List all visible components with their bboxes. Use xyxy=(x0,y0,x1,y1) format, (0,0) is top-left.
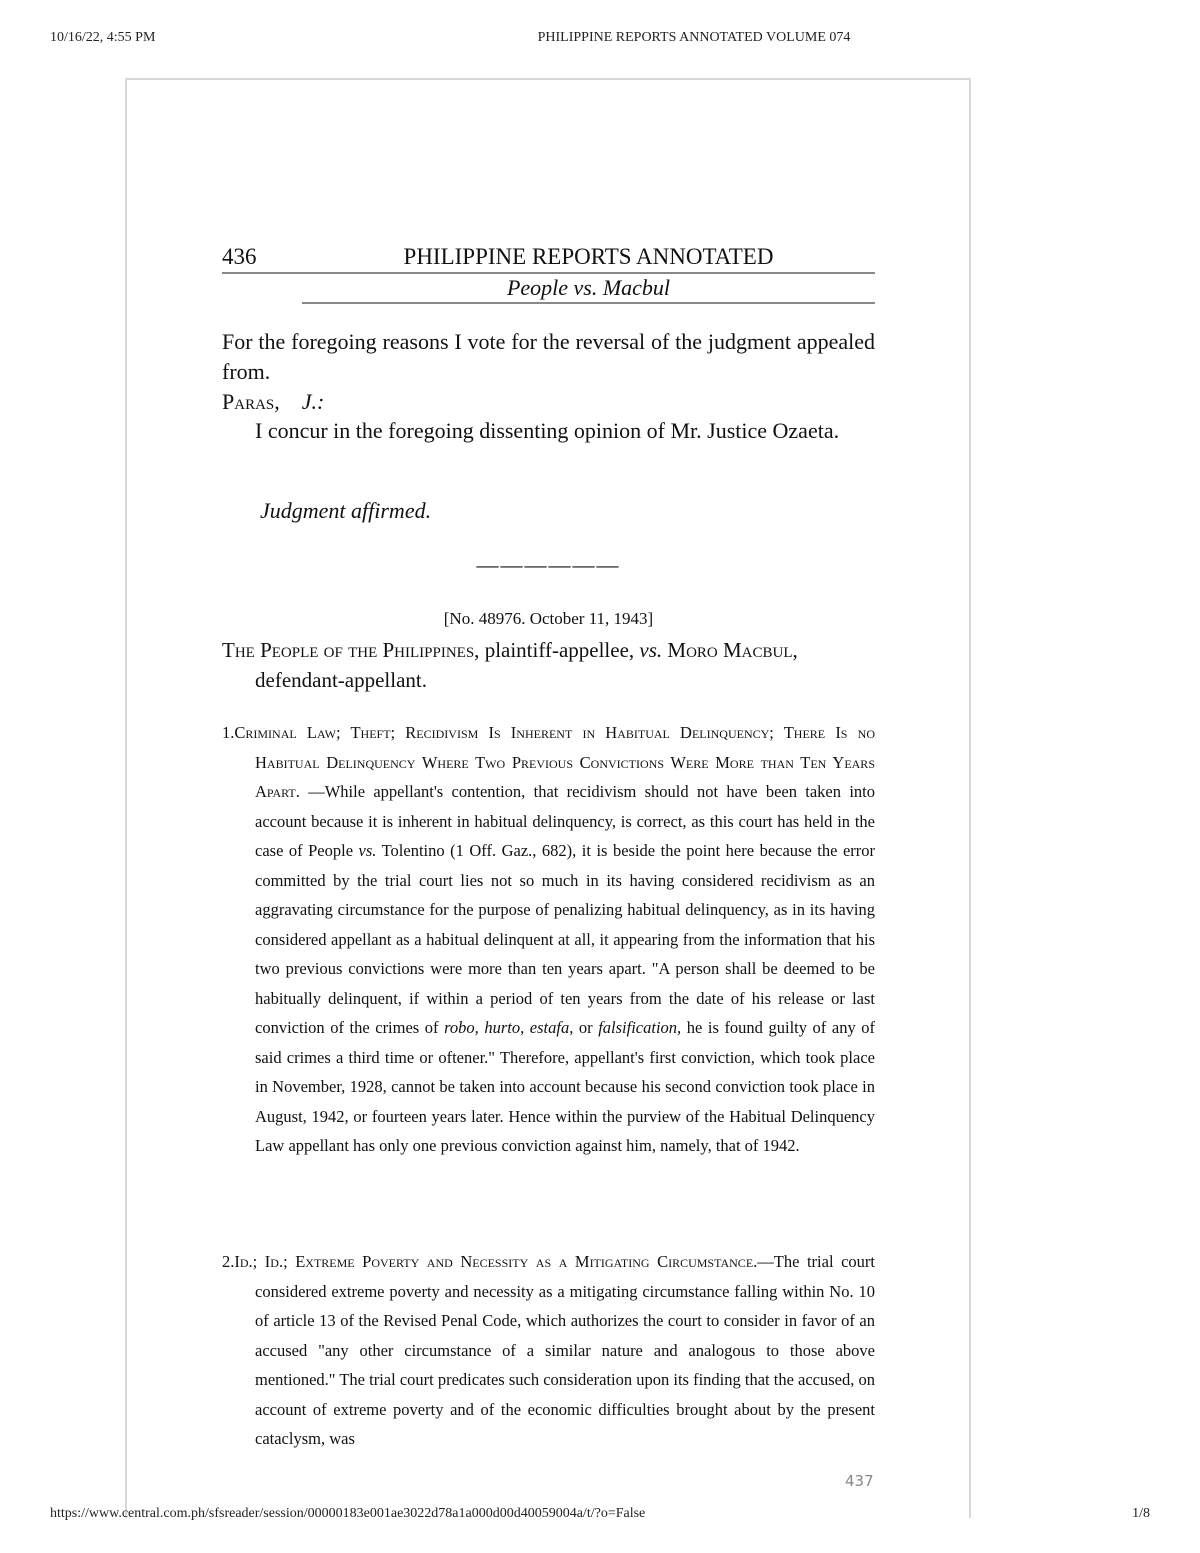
report-title: PHILIPPINE REPORTS ANNOTATED xyxy=(403,244,774,269)
syllabus-text: —The trial court considered extreme poverty and necessity as a mitigating circumstance falling within No. 10 of article 13 of the Revised Penal Code, which authorizes the court to consider in favor of an accused "any other circumstance of a similar nature and analogous to those above mentioned." The trial court predicates such consideration upon its finding that the accused, on account of extreme poverty and of the economic difficulties brought about by the present cataclysm, was xyxy=(255,1252,875,1448)
section-separator: —————— xyxy=(476,552,621,577)
justice-suffix: J.: xyxy=(301,389,325,414)
defendant-role: defendant-appellant. xyxy=(255,668,427,692)
syllabus-text: or xyxy=(573,1018,599,1037)
defendant-name: Moro Macbul, xyxy=(662,638,798,662)
print-datetime: 10/16/22, 4:55 PM xyxy=(50,30,156,45)
next-page-marker: 437 xyxy=(845,1472,874,1490)
print-header xyxy=(50,30,1150,50)
print-footer xyxy=(50,1506,1150,1526)
syllabus-crimes: robo, hurto, estafa, xyxy=(444,1018,574,1037)
versus: vs. xyxy=(639,638,663,662)
syllabus-headnote: Id.; Id.; Extreme Poverty and Necessity as a Mitigating Circumstance. xyxy=(234,1252,758,1271)
syllabus-item xyxy=(222,1247,875,1454)
syllabus-number: 1. xyxy=(222,723,235,742)
plaintiff-role: plaintiff-appellee, xyxy=(479,638,640,662)
syllabus-text: Tolentino (1 Off. Gaz., 682), it is beside the point here because the error committed by the trial court lies not so much in its having considered recidivism as an aggravating circumstance for the purpose of penalizing habitual delinquency, as in its having considered appellant as a habitual delinquent at all, it appearing from the information that his two previous convictions were more than ten years apart. "A person shall be deemed to be habitually delinquent, if within a period of ten years from the date of his release or last conviction of the crimes of xyxy=(255,841,875,1037)
print-url: https://www.central.com.ph/sfsreader/session/00000183e001ae3022d78a1a000d00d40059004a/t/?o=False xyxy=(50,1506,646,1521)
case-parties xyxy=(222,635,875,695)
concurrence-paragraph: I concur in the foregoing dissenting opinion of Mr. Justice Ozaeta. xyxy=(255,418,840,443)
case-short-title: People vs. Macbul xyxy=(302,274,875,304)
print-page-count: 1/8 xyxy=(1132,1506,1150,1521)
closing-paragraph: For the foregoing reasons I vote for the reversal of the judgment appealed from. xyxy=(222,329,875,384)
syllabus-number: 2. xyxy=(222,1252,235,1271)
justice-line xyxy=(222,387,875,417)
syllabus-text: —While appellant's contention, that recidivism should not have been taken into account because it is inherent in habitual delinquency, is correct, as this court has held in the case of People xyxy=(255,782,875,860)
syllabus-text: he is found guilty of any of said crimes a third time or oftener." Therefore, appellant's first conviction, which took place in November, 1928, cannot be taken into account because his second conviction took place in August, 1942, or fourteen years later. Hence within the purview of the Habitual Delinquency Law appellant has only one previous conviction against him, namely, that of 1942. xyxy=(255,1018,875,1155)
plaintiff-name: The People of the Philippines, xyxy=(222,638,480,662)
docket-line: [No. 48976. October 11, 1943] xyxy=(443,609,654,628)
syllabus-vs: vs. xyxy=(358,841,377,860)
syllabus-falsification: falsification, xyxy=(598,1018,682,1037)
page-number: 436 xyxy=(222,244,257,269)
justice-name: Paras, xyxy=(222,389,280,414)
syllabus-headnote: Criminal Law; Theft; Recidivism Is Inherent in Habitual Delinquency; There Is no Habitual Delinquency Where Two Previous Convictions Were More than Ten Years Apart. xyxy=(234,723,875,801)
disposition: Judgment affirmed. xyxy=(260,498,432,523)
syllabus-item xyxy=(222,718,875,1161)
print-document-title: PHILIPPINE REPORTS ANNOTATED VOLUME 074 xyxy=(537,30,851,45)
running-head xyxy=(222,243,875,305)
